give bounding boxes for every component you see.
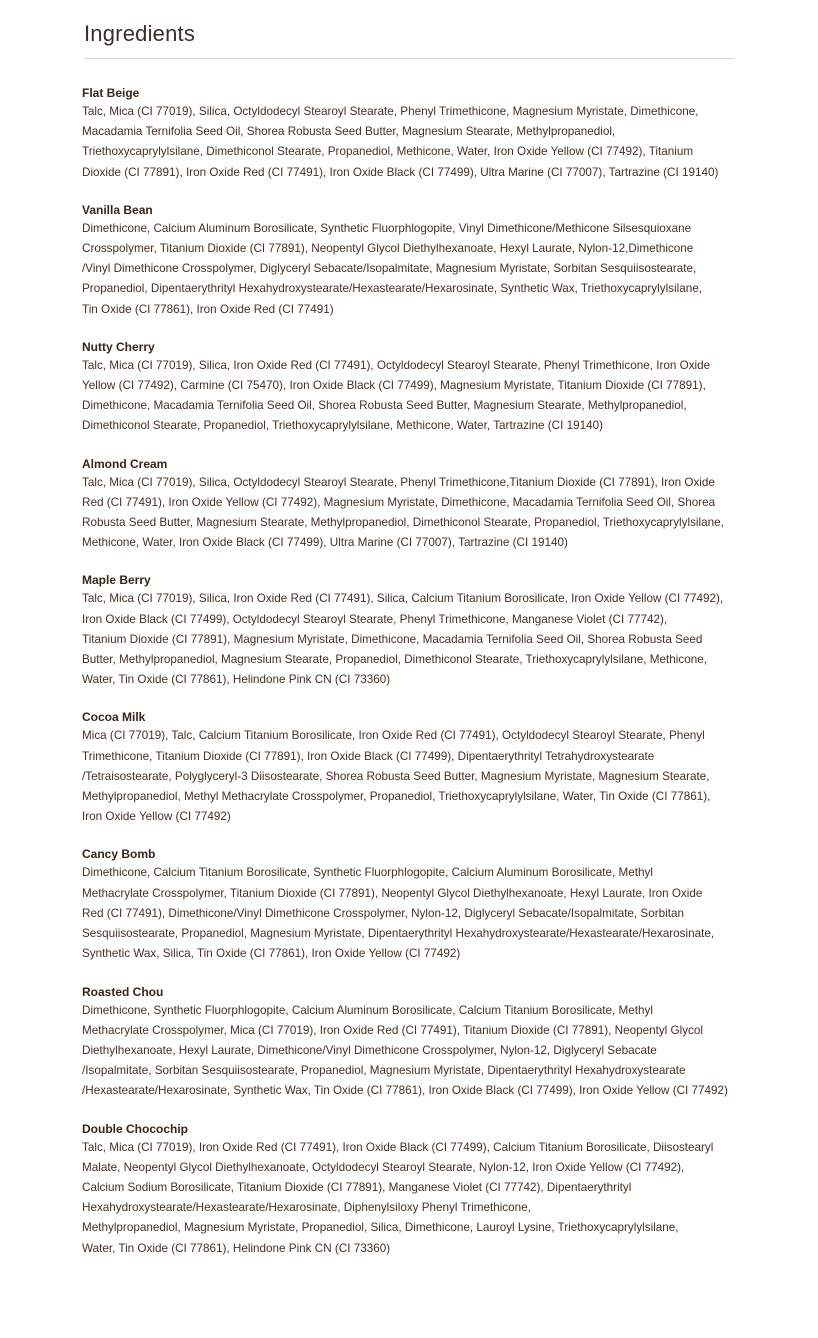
ingredient-section-flat-beige bbox=[82, 84, 806, 183]
ingredient-section-roasted-chou bbox=[82, 983, 806, 1102]
ingredient-list: Talc, Mica (CI 77019), Silica, Octyldodecyl Stearoyl Stearate, Phenyl Trimethicone,Titanium Dioxide (CI 77891), Iron Oxide Red (CI 77491), Iron Oxide Yellow (CI 77492), Magnesium Myristate, Dimethicone, Macadamia Ternifolia Seed Oil, Shorea Robusta Seed Butter, Magnesium Stearate, Methylpropanediol, Dimethiconol Stearate, Propanediol, Triethoxycaprylylsilane, Methicone, Water, Iron Oxide Black (CI 77499), Ultra Marine (CI 77007), Tartrazine (CI 19140) bbox=[82, 475, 724, 550]
shade-name: Roasted Chou bbox=[82, 984, 164, 999]
ingredient-section-maple-berry bbox=[82, 571, 806, 690]
shade-name: Cancy Bomb bbox=[82, 847, 156, 862]
ingredient-section-cancy-bomb bbox=[82, 845, 806, 964]
ingredient-list: Talc, Mica (CI 77019), Iron Oxide Red (CI 77491), Iron Oxide Black (CI 77499), Calcium Titanium Borosilicate, Diisostearyl Malate, Neopentyl Glycol Diethylhexanoate, Octyldodecyl Stearoyl Stearate, Nylon-12, Iron Oxide Yellow (CI 77492), Calcium Sodium Borosilicate, Titanium Dioxide (CI 77891), Manganese Violet (CI 77742), Dipentaerythrityl Hexahydroxystearate/Hexastearate/Hexarosinate, Diphenylsiloxy Phenyl Trimethicone, Methylpropanediol, Magnesium Myristate, Propanediol, Silica, Dimethicone, Lauroyl Lysine, Triethoxycaprylylsilane, Water, Tin Oxide (CI 77861), Helindone Pink CN (CI 73360) bbox=[82, 1140, 714, 1255]
ingredient-section-almond-cream bbox=[82, 455, 806, 554]
ingredient-list: Talc, Mica (CI 77019), Silica, Iron Oxide Red (CI 77491), Silica, Calcium Titanium Borosilicate, Iron Oxide Yellow (CI 77492), Iron Oxide Black (CI 77499), Octyldodecyl Stearoyl Stearate, Phenyl Trimethicone, Manganese Violet (CI 77742), Titanium Dioxide (CI 77891), Magnesium Myristate, Dimethicone, Macadamia Ternifolia Seed Oil, Shorea Robusta Seed Butter, Methylpropanediol, Magnesium Stearate, Propanediol, Dimethiconol Stearate, Triethoxycaprylylsilane, Methicone, Water, Tin Oxide (CI 77861), Helindone Pink CN (CI 73360) bbox=[82, 592, 724, 687]
shade-name: Almond Cream bbox=[82, 456, 168, 471]
ingredient-section-double-chocochip bbox=[82, 1120, 806, 1259]
ingredient-section-vanilla-bean bbox=[82, 201, 806, 320]
shade-name: Cocoa Milk bbox=[82, 710, 146, 725]
shade-name: Flat Beige bbox=[82, 86, 140, 100]
ingredient-list: Dimethicone, Calcium Titanium Borosilicate, Synthetic Fluorphlogopite, Calcium Aluminum Borosilicate, Methyl Methacrylate Crosspolymer, Titanium Dioxide (CI 77891), Neopentyl Glycol Diethylhexanoate, Hexyl Laurate, Iron Oxide Red (CI 77491), Dimethicone/Vinyl Dimethicone Crosspolymer, Nylon-12, Diglyceryl Sebacate/Isopalmitate, Sorbitan Sesquiisostearate, Propanediol, Magnesium Myristate, Dipentaerythrityl Hexahydroxystearate/Hexastearate/Hexarosinate, Synthetic Wax, Silica, Tin Oxide (CI 77861), Iron Oxide Yellow (CI 77492) bbox=[82, 866, 715, 961]
ingredient-sections bbox=[82, 84, 806, 1277]
ingredient-list: Mica (CI 77019), Talc, Calcium Titanium Borosilicate, Iron Oxide Red (CI 77491), Octyldodecyl Stearoyl Stearate, Phenyl Trimethicone, Titanium Dioxide (CI 77891), Iron Oxide Black (CI 77499), Dipentaerythrityl Tetrahydroxystearate /Tetraisostearate, Polyglyceryl-3 Diisostearate, Shorea Robusta Seed Butter, Magnesium Myristate, Magnesium Stearate, Methylpropanediol, Methyl Methacrylate Crosspolymer, Propanediol, Triethoxycaprylylsilane, Water, Tin Oxide (CI 77861), Iron Oxide Yellow (CI 77492) bbox=[82, 729, 711, 824]
ingredient-section-nutty-cherry bbox=[82, 338, 806, 437]
ingredient-list: Dimethicone, Calcium Aluminum Borosilicate, Synthetic Fluorphlogopite, Vinyl Dimethicone/Methicone Silsesquioxane Crosspolymer, Titanium Dioxide (CI 77891), Neopentyl Glycol Diethylhexanoate, Hexyl Laurate, Nylon-12,Dimethicone /Vinyl Dimethicone Crosspolymer, Diglyceryl Sebacate/Isopalmitate, Magnesium Myristate, Sorbitan Sesquiisostearate, Propanediol, Dipentaerythrityl Hexahydroxystearate/Hexastearate/Hexarosinate, Synthetic Wax, Triethoxycaprylylsilane, Tin Oxide (CI 77861), Iron Oxide Red (CI 77491) bbox=[82, 221, 702, 316]
ingredient-section-cocoa-milk bbox=[82, 708, 806, 827]
shade-name: Nutty Cherry bbox=[82, 339, 155, 354]
title-divider bbox=[84, 58, 734, 59]
ingredient-list: Dimethicone, Synthetic Fluorphlogopite, Calcium Aluminum Borosilicate, Calcium Titanium Borosilicate, Methyl Methacrylate Crosspolymer, Mica (CI 77019), Iron Oxide Red (CI 77491), Titanium Dioxide (CI 77891), Neopentyl Glycol Diethylhexanoate, Hexyl Laurate, Dimethicone/Vinyl Dimethicone Crosspolymer, Nylon-12, Diglyceryl Sebacate /Isopalmitate, Sorbitan Sesquiisostearate, Propanediol, Magnesium Myristate, Dipentaerythrityl Hexahydroxystearate /Hexastearate/Hexarosinate, Synthetic Wax, Tin Oxide (CI 77861), Iron Oxide Black (CI 77499), Iron Oxide Yellow (CI 77492) bbox=[82, 1003, 728, 1098]
shade-name: Double Chocochip bbox=[82, 1121, 188, 1136]
ingredient-list: Talc, Mica (CI 77019), Silica, Octyldodecyl Stearoyl Stearate, Phenyl Trimethicone, Magnesium Myristate, Dimethicone, Macadamia Ternifolia Seed Oil, Shorea Robusta Seed Butter, Magnesium Stearate, Methylpropanediol, Triethoxycaprylylsilane, Dimethiconol Stearate, Propanediol, Methicone, Water, Iron Oxide Yellow (CI 77492), Titanium Dioxide (CI 77891), Iron Oxide Red (CI 77491), Iron Oxide Black (CI 77499), Ultra Marine (CI 77007), Tartrazine (CI 19140) bbox=[82, 105, 719, 179]
shade-name: Vanilla Bean bbox=[82, 202, 153, 217]
ingredient-list: Talc, Mica (CI 77019), Silica, Iron Oxide Red (CI 77491), Octyldodecyl Stearoyl Stearate, Phenyl Trimethicone, Iron Oxide Yellow (CI 77492), Carmine (CI 75470), Iron Oxide Black (CI 77499), Magnesium Myristate, Titanium Dioxide (CI 77891), Dimethicone, Macadamia Ternifolia Seed Oil, Shorea Robusta Seed Butter, Magnesium Stearate, Methylpropanediol, Dimethiconol Stearate, Propanediol, Triethoxycaprylylsilane, Methicone, Water, Tartrazine (CI 19140) bbox=[82, 358, 711, 433]
shade-name: Maple Berry bbox=[82, 573, 151, 588]
page-title: Ingredients bbox=[84, 21, 196, 46]
